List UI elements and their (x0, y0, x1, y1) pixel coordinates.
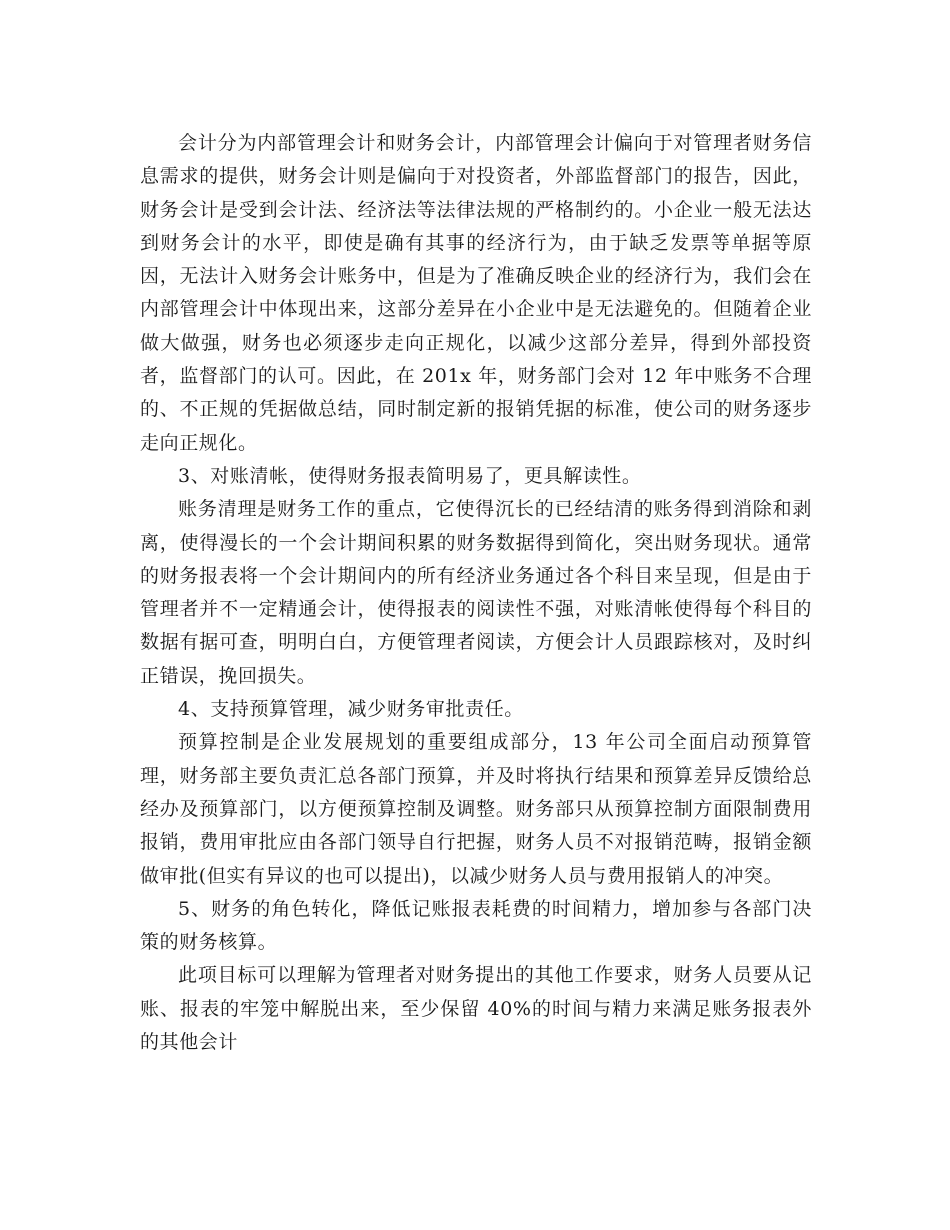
document-body (140, 127, 812, 1059)
paragraph-role-transformation: 此项目标可以理解为管理者对财务提出的其他工作要求，财务人员要从记账、报表的牢笼中解脱出来，至少保留 40%的时间与精力来满足账务报表外的其他会计 (140, 964, 812, 1054)
paragraph-budget-control: 预算控制是企业发展规划的重要组成部分，13 年公司全面启动预算管理，财务部主要负责汇总各部门预算，并及时将执行结果和预算差异反馈给总经办及预算部门，以方便预算控制及调整。财务部只从预算控制方面限制费用报销，费用审批应由各部门领导自行把握，财务人员不对报销范畴，报销金额做审批(但实有异议的也可以提出)，以减少财务人员与费用报销人的冲突。 (140, 731, 812, 887)
heading-item-4: 4、支持预算管理，减少财务审批责任。 (178, 698, 524, 721)
heading-item-3: 3、对账清帐，使得财务报表简明易了，更具解读性。 (178, 464, 642, 487)
paragraph-account-reconciliation: 账务清理是财务工作的重点，它使得沉长的已经结清的账务得到消除和剥离，使得漫长的一个会计期间积累的财务数据得到简化，突出财务现状。通常的财务报表将一个会计期间内的所有经济业务通过各个科目来呈现，但是由于管理者并不一定精通会计，使得报表的阅读性不强，对账清帐使得每个科目的数据有据可查，明明白白，方便管理者阅读，方便会计人员跟踪核对，及时纠正错误，挽回损失。 (140, 498, 812, 687)
paragraph-management-vs-financial-accounting: 会计分为内部管理会计和财务会计，内部管理会计偏向于对管理者财务信息需求的提供，财务会计则是偏向于对投资者，外部监督部门的报告，因此，财务会计是受到会计法、经济法等法律法规的严格制约的。小企业一般无法达到财务会计的水平，即使是确有其事的经济行为，由于缺乏发票等单据等原因，无法计入财务会计账务中，但是为了准确反映企业的经济行为，我们会在内部管理会计中体现出来，这部分差异在小企业中是无法避免的。但随着企业做大做强，财务也必须逐步走向正规化，以减少这部分差异，得到外部投资者，监督部门的认可。因此，在 201x 年，财务部门会对 12 年中账务不合理的、不正规的凭据做总结，同时制定新的报销凭据的标准，使公司的财务逐步走向正规化。 (140, 132, 812, 454)
heading-item-5: 5、财务的角色转化，降低记账报表耗费的时间精力，增加参与各部门决策的财务核算。 (140, 897, 812, 954)
